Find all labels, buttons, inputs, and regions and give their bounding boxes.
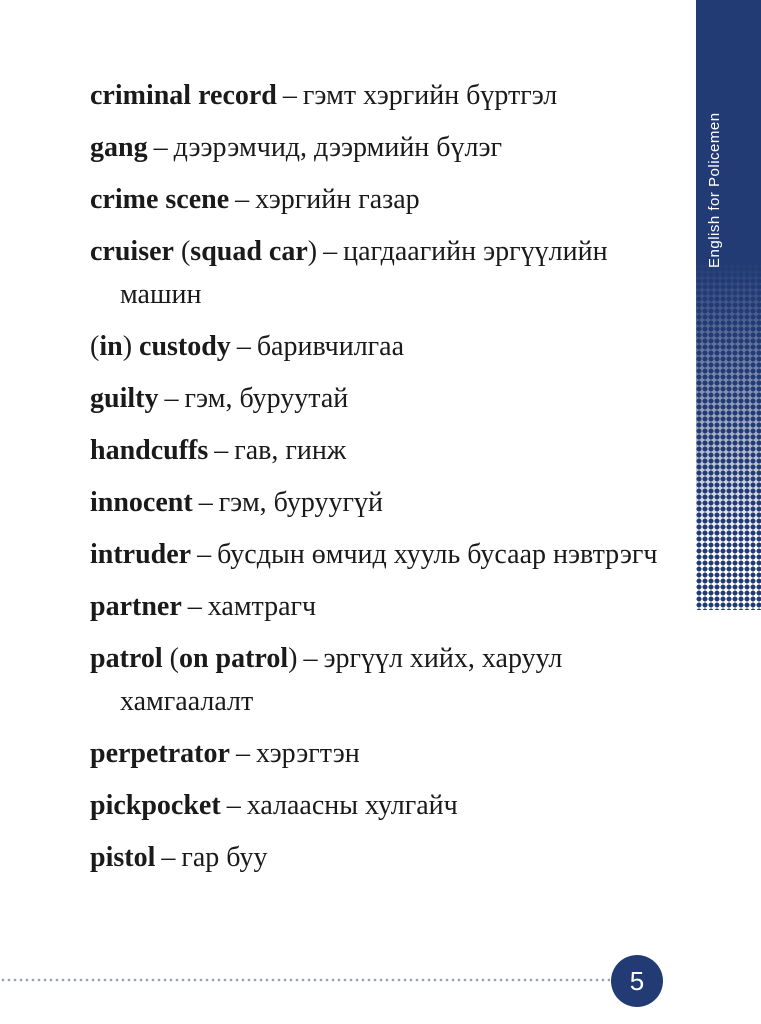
dash-separator: – — [282, 80, 297, 111]
glossary-entry — [90, 377, 670, 420]
glossary-entry — [90, 74, 670, 117]
footer-dotted-rule — [0, 978, 610, 982]
term-alternative: on patrol — [178, 643, 289, 674]
glossary-entry — [90, 429, 670, 472]
dash-separator: – — [161, 842, 176, 873]
dash-separator: – — [187, 591, 202, 622]
dash-separator: – — [235, 184, 250, 215]
translation: халаасны хулгайч — [246, 790, 458, 821]
term: handcuffs — [90, 435, 209, 466]
glossary-entry — [90, 126, 670, 169]
term: pickpocket — [90, 790, 221, 821]
dash-separator: – — [323, 236, 338, 267]
term: gang — [90, 132, 148, 163]
translation: цагдаагийн эргүүлийн машин — [120, 236, 608, 310]
sidebar-title: English for Policemen — [706, 112, 723, 268]
translation: бусдын өмчид хууль бусаар нэвтрэгч — [217, 539, 658, 570]
term: innocent — [90, 487, 193, 518]
dash-separator: – — [164, 383, 179, 414]
term-prefix: in — [99, 331, 123, 362]
glossary-entry: (in) custody – баривчилгаа — [90, 331, 405, 362]
term: intruder — [90, 539, 192, 570]
glossary-entry: patrol (on patrol) – эргүүл хийх, харуул хамгаалалт — [90, 643, 563, 717]
glossary-entry — [90, 178, 670, 221]
term: pistol — [90, 842, 156, 873]
dash-separator: – — [153, 132, 168, 163]
term: crime scene — [90, 184, 230, 215]
dash-separator: – — [198, 487, 213, 518]
translation: гар буу — [181, 842, 268, 873]
translation: хамтрагч — [207, 591, 317, 622]
glossary-entry — [90, 585, 670, 628]
dash-separator: – — [303, 643, 318, 674]
dash-separator: – — [214, 435, 229, 466]
translation: хэрэгтэн — [255, 738, 360, 769]
glossary-entry — [90, 732, 670, 775]
glossary-list — [90, 74, 670, 888]
translation: гэм, буруутай — [184, 383, 349, 414]
term: cruiser — [90, 236, 174, 267]
term: patrol — [90, 643, 163, 674]
translation: дээрэмчид, дээрмийн бүлэг — [173, 132, 503, 163]
page-number: 5 — [611, 955, 663, 1007]
translation: эргүүл хийх, харуул хамгаалалт — [120, 643, 563, 717]
term-alternative: squad car — [190, 236, 308, 267]
dash-separator: – — [236, 331, 251, 362]
translation: гав, гинж — [234, 435, 347, 466]
glossary-entry — [90, 533, 670, 576]
translation: баривчилгаа — [256, 331, 405, 362]
glossary-entry — [90, 481, 670, 524]
translation: гэм, буруугүй — [218, 487, 383, 518]
halftone-pattern — [696, 260, 761, 610]
term: criminal record — [90, 80, 277, 111]
dash-separator: – — [226, 790, 241, 821]
glossary-entry — [90, 836, 670, 879]
term: guilty — [90, 383, 159, 414]
dash-separator: – — [235, 738, 250, 769]
glossary-entry — [90, 784, 670, 827]
term: perpetrator — [90, 738, 230, 769]
dash-separator: – — [197, 539, 212, 570]
translation: гэмт хэргийн бүртгэл — [302, 80, 558, 111]
translation: хэргийн газар — [255, 184, 420, 215]
sidebar-tab — [696, 0, 761, 610]
term: custody — [139, 331, 231, 362]
glossary-entry: cruiser (squad car) – цагдаагийн эргүүлийн машин — [90, 236, 608, 310]
term: partner — [90, 591, 182, 622]
